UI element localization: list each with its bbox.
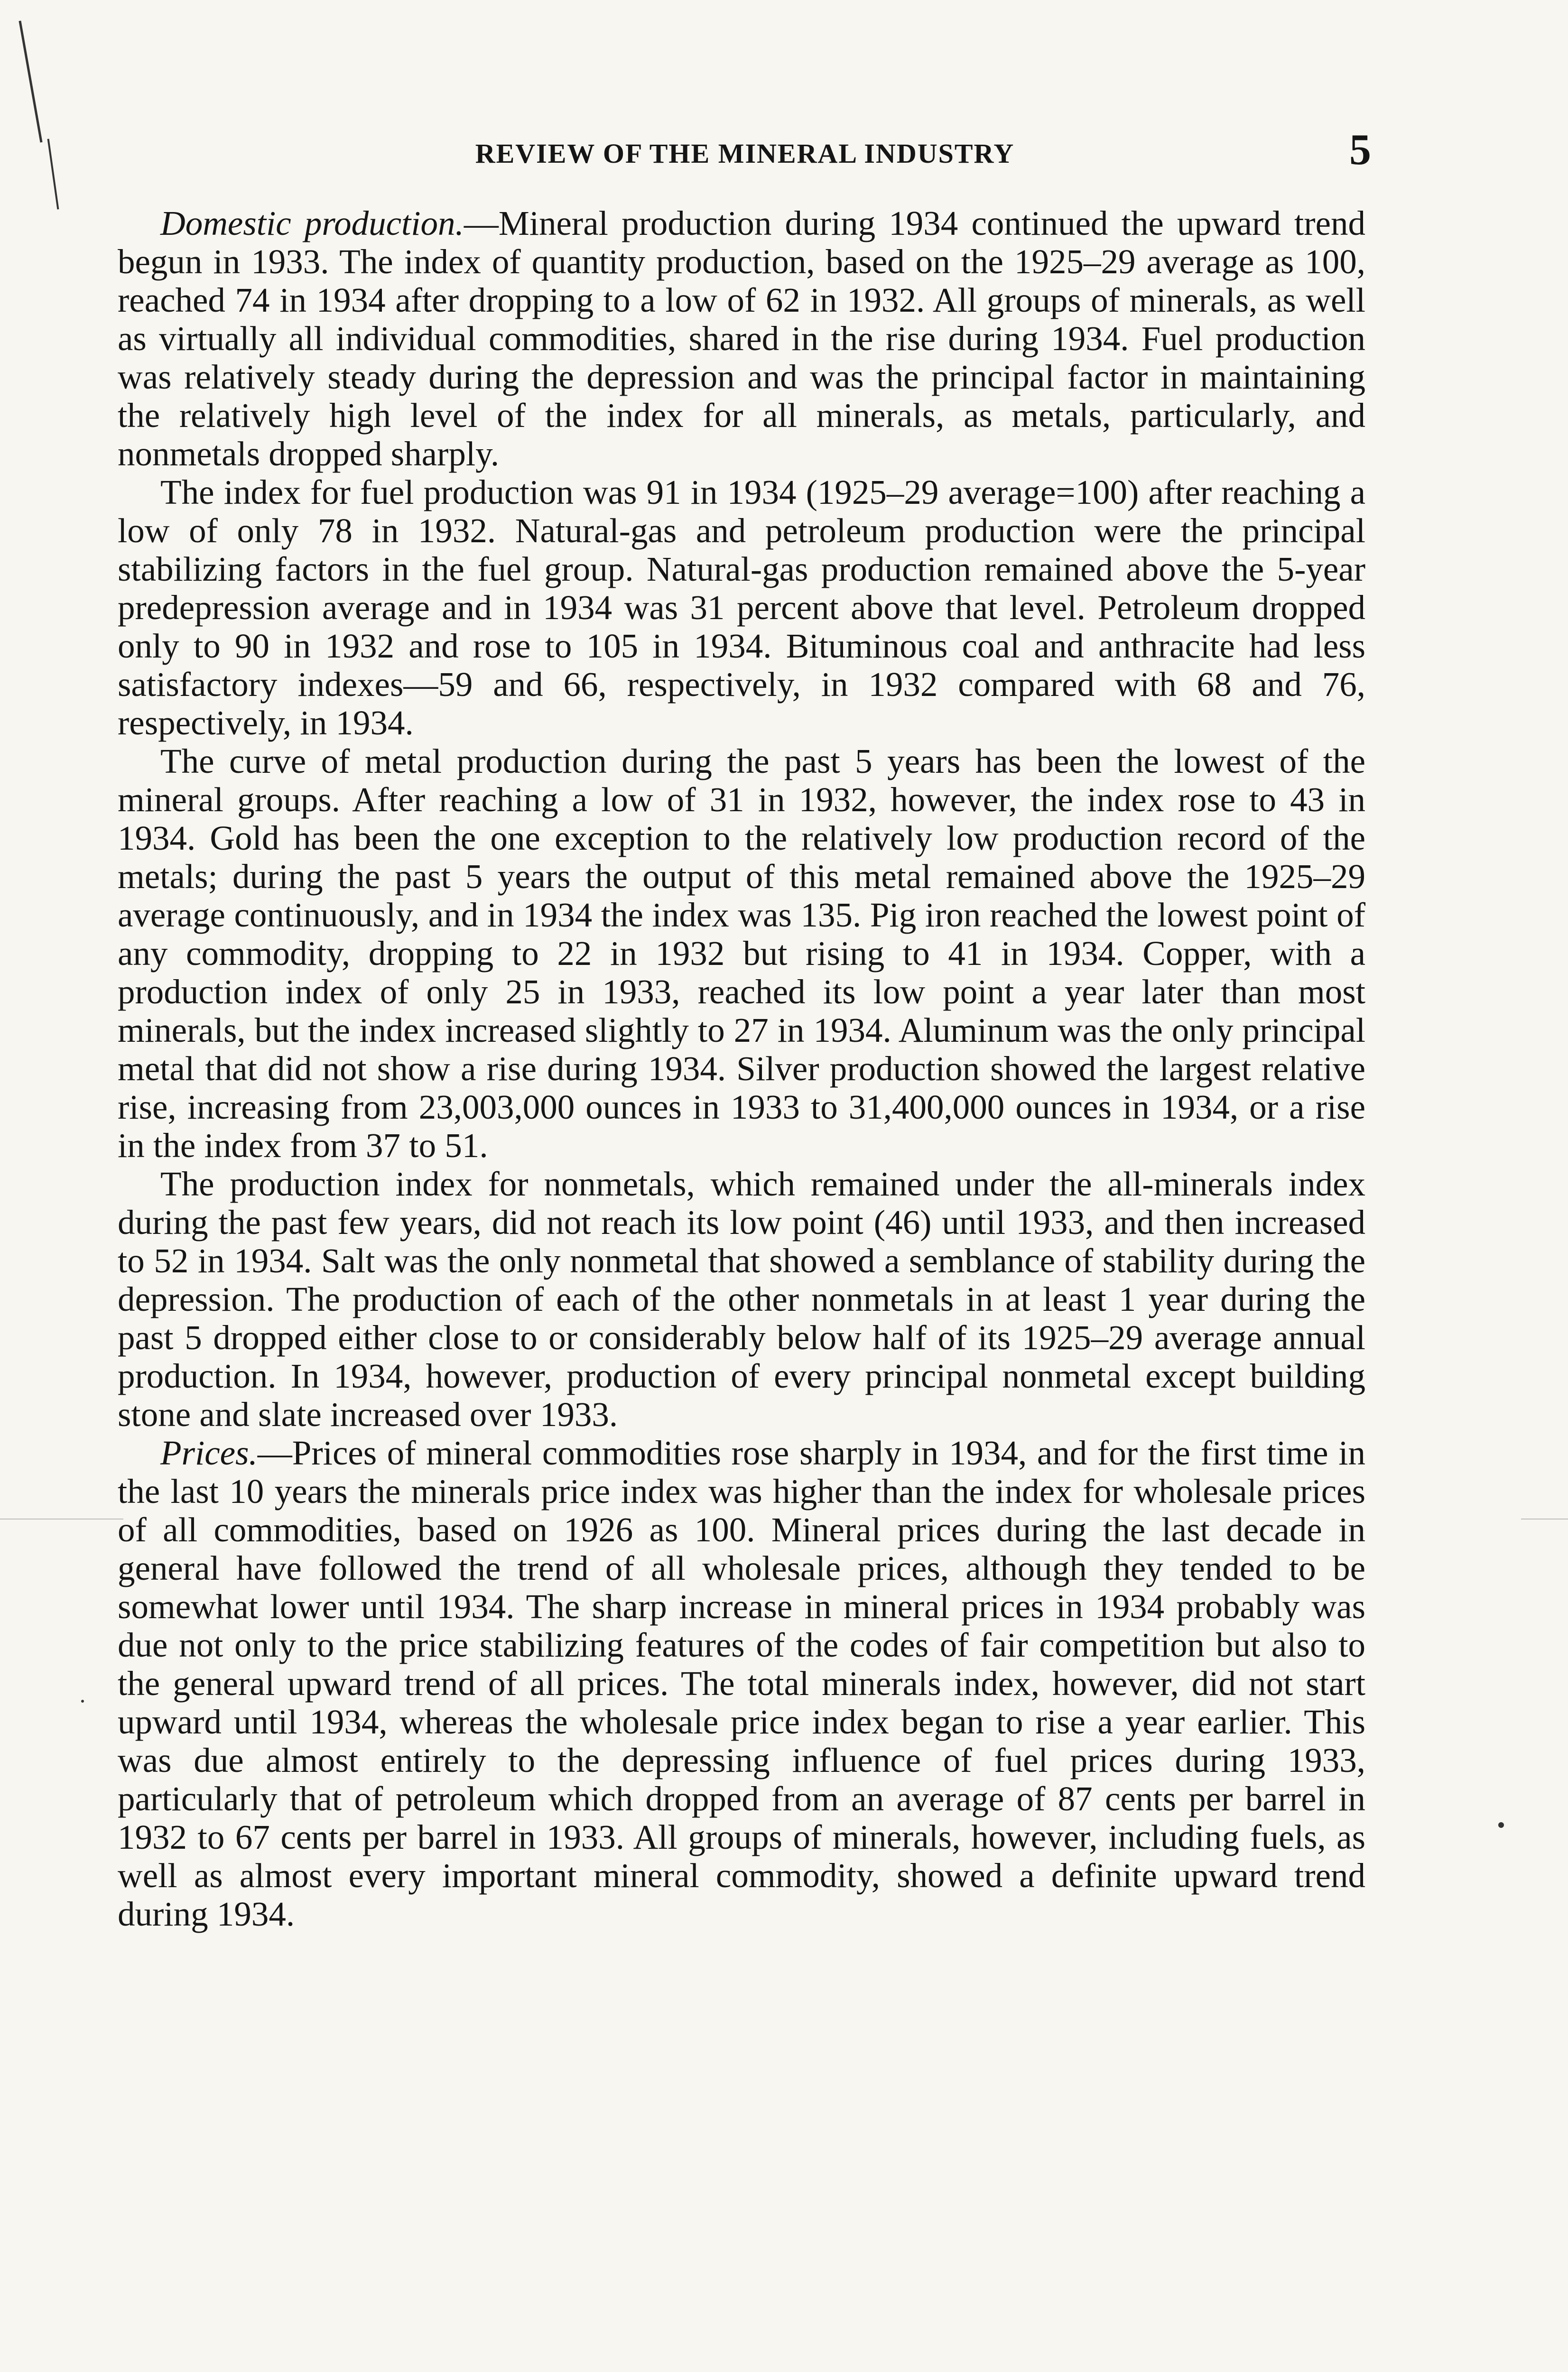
section-lead-prices: Prices. bbox=[160, 1434, 258, 1472]
paragraph-text: Mineral production during 1934 continued the upward trend begun in 1933. The index of quantity production, based on the 1925–29 average as 100, reached 74 in 1934 after dropping to a low of 62 in 1932. All groups of minerals, as well as virtually all individual commodities, shared in the rise during 1934. Fuel production was relatively steady during the depression and was the principal factor in maintaining the relatively high level of the index for all minerals, as metals, particularly, and nonmetals dropped sharply. bbox=[118, 204, 1366, 473]
paragraph-metal-production bbox=[118, 742, 1365, 1165]
article-body bbox=[118, 204, 1365, 1933]
paragraph-text: The index for fuel production was 91 in 1934 (1925–29 average=100) after reaching a low of only 78 in 1932. Natural-gas and petroleum production were the principal stabilizing factors in the fuel group. Natural-gas production remained above the 5-year predepression average and in 1934 was 31 percent above that level. Petroleum dropped only to 90 in 1932 and rose to 105 in 1934. Bituminous coal and anthracite had less satisfactory indexes—59 and 66, respectively, in 1932 compared with 68 and 76, respectively, in 1934. bbox=[118, 473, 1365, 742]
section-dash: — bbox=[464, 204, 499, 242]
page-header bbox=[119, 124, 1371, 176]
right-margin-dot bbox=[1498, 1822, 1504, 1828]
left-scan-mark-lower bbox=[47, 139, 59, 209]
paragraph-text: Prices of mineral commodities rose sharply in 1934, and for the first time in the last 10 years the minerals price index was higher than the index for wholesale prices of all commodities, based on 1926 as 100. Mineral prices during the last decade in general have followed the trend of all wholesale prices, although they tended to be somewhat lower until 1934. The sharp increase in mineral prices in 1934 probably was due not only to the price stabilizing features of the codes of fair competition but also to the general upward trend of all prices. The total minerals index, however, did not start upward until 1934, whereas the wholesale price index began to rise a year earlier. This was due almost entirely to the depressing influence of fuel prices during 1933, particularly that of petroleum which dropped from an average of 87 cents per barrel in 1932 to 67 cents per barrel in 1933. All groups of minerals, however, including fuels, as well as almost every important mineral commodity, showed a definite upward trend during 1934. bbox=[118, 1434, 1365, 1933]
paragraph-nonmetal-production bbox=[118, 1165, 1365, 1434]
section-lead-domestic-production: Domestic production. bbox=[160, 204, 464, 242]
paragraph-text: The production index for nonmetals, which remained under the all-minerals index during the past few years, did not reach its low point (46) until 1933, and then increased to 52 in 1934. Salt was the only nonmetal that showed a semblance of stability during the depression. The production of each of the other nonmetals in at least 1 year during the past 5 dropped either close to or considerably below half of its 1925–29 average annual production. In 1934, however, production of every principal nonmetal except building stone and slate increased over 1933. bbox=[118, 1165, 1365, 1434]
left-scan-mark bbox=[19, 21, 42, 143]
paragraph-prices bbox=[118, 1434, 1365, 1933]
faint-scan-line-right bbox=[1521, 1519, 1568, 1520]
running-head: REVIEW OF THE MINERAL INDUSTRY bbox=[475, 138, 1015, 169]
paragraph-text: The curve of metal production during the past 5 years has been the lowest of the mineral groups. After reaching a low of 31 in 1932, however, the index rose to 43 in 1934. Gold has been the one exception to the relatively low production record of the metals; during the past 5 years the output of this metal remained above the 1925–29 average continuously, and in 1934 the index was 135. Pig iron reached the lowest point of any commodity, dropping to 22 in 1932 but rising to 41 in 1934. Copper, with a production index of only 25 in 1933, reached its low point a year later than most minerals, but the index increased slightly to 27 in 1934. Aluminum was the only principal metal that did not show a rise during 1934. Silver production showed the largest relative rise, increasing from 23,003,000 ounces in 1933 to 31,400,000 ounces in 1934, or a rise in the index from 37 to 51. bbox=[118, 742, 1365, 1165]
paragraph-fuel-production bbox=[118, 473, 1365, 742]
page-number: 5 bbox=[1349, 125, 1371, 174]
left-margin-dot bbox=[81, 1700, 84, 1703]
paragraph-domestic-production bbox=[118, 204, 1365, 473]
faint-scan-line-left bbox=[0, 1519, 123, 1520]
section-dash: — bbox=[257, 1434, 292, 1472]
